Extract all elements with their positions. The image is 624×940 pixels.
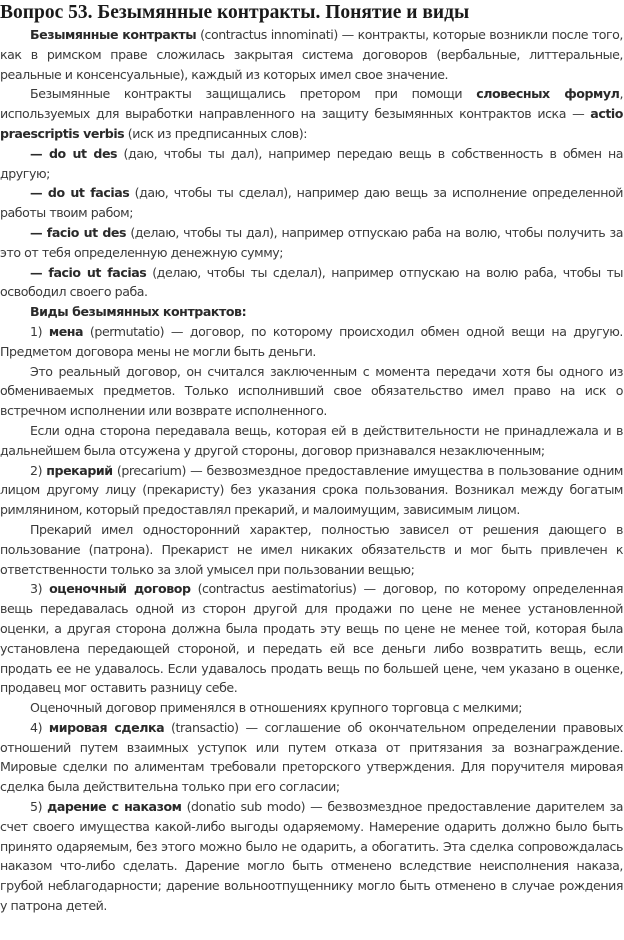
paragraph-protection <box>0 84 623 143</box>
term-verbal-formulas: словесных формул <box>476 86 620 102</box>
protection-text-before: Безымянные контракты защищались претором при помощи <box>30 86 477 102</box>
type-number: 4) <box>30 719 49 735</box>
type-gift-with-charge <box>0 797 623 916</box>
type-text: (transactio) — соглашение об окончательном определении правовых отношений путем взаимных уступок или путем отказа от притязания за вознаграждение. Мировые сделки по алиментам требовали преторского утверждения. Для поручителя мировая сделка была действительна только при его согласии; <box>0 719 623 795</box>
type-text: (donatio sub modo) — безвозмездное предоставление дарителем за счет своего имущества какой-либо выгоды одаряемому. Намерение одарить должно было быть принято одаряемым, без этого можно было не одарить, а обогатить. Эта сделка сопровождалась наказом что-либо сделать. Дарение могло быть отменено вследствие неисполнения наказа, грубой неблагодарности; дарение вольноотпущеннику могло быть отменено в случае рождения у патрона детей. <box>0 799 623 914</box>
type-term: мировая сделка <box>48 719 165 735</box>
type-precarium <box>0 461 623 520</box>
type-exchange-details: Это реальный договор, он считался заключенным с момента передачи хотя бы одного из обмениваемых предметов. Только исполнивший свое обязательство имел право на иск о встречном исполнении или возврате исполненного. <box>0 363 623 419</box>
type-number: 3) <box>30 581 50 597</box>
formula-text: (делаю, чтобы ты сделал), например отпускаю на волю раба, чтобы ты освободил своего раба. <box>0 264 623 300</box>
types-heading <box>0 302 623 322</box>
formula-item-facio-ut-des <box>0 223 623 263</box>
type-number: 2) <box>30 462 47 478</box>
type-settlement <box>0 718 623 797</box>
formula-term: — facio ut des <box>30 224 127 240</box>
formula-text: (делаю, чтобы ты дал), например отпускаю раба на волю, чтобы получить за это от тебя определенную денежную сумму; <box>0 224 623 260</box>
formula-term: — facio ut facias <box>30 264 147 280</box>
type-text: (contractus aestimatorius) — договор, по которому определенная вещь передавалась одной из сторон другой для продажи по цене не менее установленной оценки, а другая сторона должна была продать эту вещь по цене не менее той, которая была установлена передающей стороной, и передать ей все деньги либо возвратить вещь, если продать ее не удавалось. Если удавалось продать вещь по большей цене, чем указано в оценке, продавец мог оставить разницу себе. <box>0 581 623 696</box>
document-title: Вопрос 53. Безымянные контракты. Понятие и виды <box>0 2 470 23</box>
type-term: оценочный договор <box>49 581 191 597</box>
protection-text-tail: (иск из предписанных слов): <box>124 125 308 141</box>
formula-term: — do ut facias <box>30 185 130 201</box>
formula-item-do-ut-facias <box>0 183 623 223</box>
formula-term: — do ut des <box>30 145 118 161</box>
protection-text-after: , используемых для выработки направленного на защиту безымянных контрактов иска — <box>0 86 623 122</box>
term-innominate-contracts: Безымянные контракты <box>30 27 197 42</box>
type-estimation-details: Оценочный договор применялся в отношениях крупного торговца с мелкими; <box>30 700 523 716</box>
formula-text: (даю, чтобы ты сделал), например даю вещь за исполнение определенной работы твоим рабом; <box>0 185 623 221</box>
type-text: (precarium) — безвозмездное предоставление имущества в пользование одним лицом другому лицу (прекаристу) без указания срока пользования. Возникал между богатым римлянином, который предоставлял прекарий, и малоимущим, зависимым лицом. <box>0 462 623 518</box>
type-estimation <box>0 579 623 698</box>
type-exchange <box>0 322 623 362</box>
definition-text: (contractus innominati) — контракты, которые возникли после того, как в римском праве сложилась закрытая система договоров (вербальные, литтеральные, реальные и консенсуальные), каждый из которых имел свое значение. <box>0 27 623 82</box>
formula-item-facio-ut-facias <box>0 263 623 303</box>
term-actio: actio praescriptis verbis <box>0 106 623 141</box>
type-precarium-details: Прекарий имел односторонний характер, полностью зависел от решения дающего в пользование (патрона). Прекарист не имел никаких обязательств и мог быть привлечен к ответственности только за злой умысел при пользовании вещью; <box>0 521 623 577</box>
type-number: 5) <box>30 799 48 815</box>
paragraph-definition <box>0 25 623 84</box>
type-number: 1) <box>30 323 49 339</box>
type-term: дарение с наказом <box>47 799 182 815</box>
type-term: прекарий <box>46 462 113 478</box>
type-exchange-void: Если одна сторона передавала вещь, которая ей в действительности не принадлежала и в дальнейшем была отсужена у другой стороны, договор признавался незаключенным; <box>0 422 623 458</box>
formula-item-do-ut-des <box>0 144 623 184</box>
types-heading-text: Виды безымянных контрактов: <box>30 304 247 320</box>
type-text: (permutatio) — договор, по которому происходил обмен одной вещи на другую. Предметом договора мены не могли быть деньги. <box>0 323 623 359</box>
type-term: мена <box>48 323 84 339</box>
formula-text: (даю, чтобы ты дал), например передаю вещь в собственность в обмен на другую; <box>0 145 623 181</box>
